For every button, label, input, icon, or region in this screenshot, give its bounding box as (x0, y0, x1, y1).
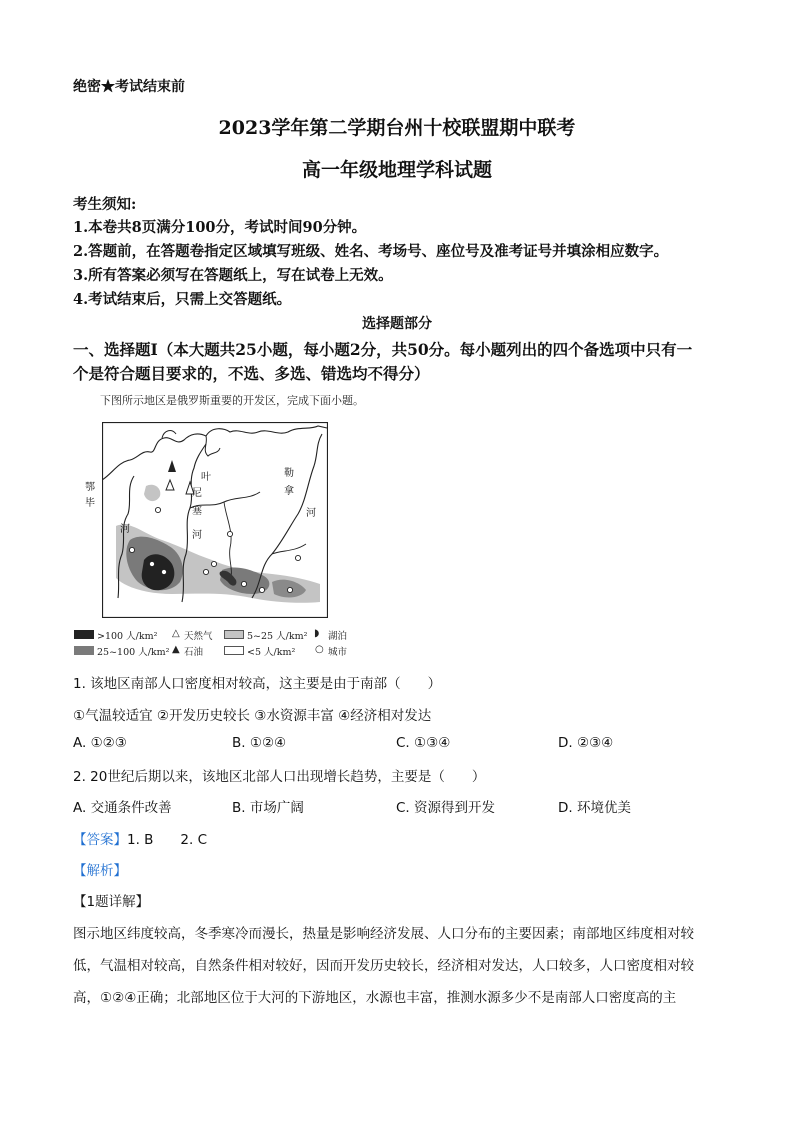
legend-sparse: <5 人/km² (247, 647, 296, 658)
legend-low-swatch (224, 630, 244, 639)
paper-subtitle: 高一年级地理学科试题 (301, 159, 492, 181)
analysis-label: 【解析】 (73, 863, 127, 879)
answer-label: 【答案】 (73, 832, 127, 848)
map-label-bi: 毕 (85, 498, 95, 509)
question-1-statements: ①气温较适宜 ②开发历史较长 ③水资源丰富 ④经济相对发达 (73, 708, 432, 724)
part-instructions: 一、选择题Ⅰ（本大题共25小题，每小题2分，共50分。每小题列出的四个备选项中只有一 (73, 340, 693, 359)
legend-low: 5~25 人/km² (247, 631, 308, 642)
answer-text: 1. B 2. C (127, 832, 208, 848)
question-1-stem: 1. 该地区南部人口密度相对较高，这主要是由于南部（ ） (73, 676, 442, 692)
notice-item: 1.本卷共8页满分100分，考试时间90分钟。 (73, 219, 367, 236)
question-2-option-c: C. 资源得到开发 (396, 800, 496, 816)
section-title: 选择题部分 (362, 316, 432, 332)
question-2-option-d: D. 环境优美 (558, 800, 631, 816)
map-label-sai: 塞 (192, 506, 202, 517)
oil-icon: ▲ (172, 644, 180, 655)
paper-title: 2023学年第二学期台州十校联盟期中联考 (218, 117, 576, 139)
map-label-he1: 河 (120, 524, 130, 535)
legend-medium-swatch (74, 646, 94, 655)
map-label-na: 拿 (284, 486, 294, 497)
analysis-paragraph-line: 低，气温相对较高，自然条件相对较好，因而开发历史较长，经济相对发达，人口较多，人口密度相对较 (73, 958, 694, 974)
legend-dense-swatch (74, 630, 94, 639)
question-2-option-a: A. 交通条件改善 (73, 800, 172, 816)
map-label-e: 鄂 (85, 482, 95, 493)
question-1-option-a: A. ①②③ (73, 735, 127, 751)
legend-dense: >100 人/km² (97, 631, 158, 642)
question-1-option-c: C. ①③④ (396, 735, 451, 751)
question-2-stem: 2. 20世纪后期以来，该地区北部人口出现增长趋势，主要是（ ） (73, 769, 486, 785)
map-label-he2: 河 (192, 530, 202, 541)
legend-sparse-swatch (224, 646, 244, 655)
part-instructions-cont: 个是符合题目要求的，不选、多选、错选均不得分） (73, 364, 430, 383)
lake-icon: ◗ (314, 628, 320, 639)
population-map (85, 422, 328, 618)
notice-item: 4.考试结束后，只需上交答题纸。 (73, 291, 292, 308)
legend-gas: 天然气 (184, 631, 213, 642)
notice-item: 2.答题前，在答题卷指定区域填写班级、姓名、考场号、座位号及准考证号并填涂相应数字。 (73, 243, 669, 260)
gas-icon: △ (172, 628, 180, 639)
analysis-paragraph-line: 高，①②④正确；北部地区位于大河的下游地区，水源也丰富，推测水源多少不是南部人口密度高的主 (73, 990, 677, 1006)
notice-heading: 考生须知: (73, 196, 137, 213)
legend-city: 城市 (328, 647, 348, 658)
legend-lake: 湖泊 (328, 631, 348, 642)
legend-oil: 石油 (184, 647, 204, 658)
notice-item: 3.所有答案必须写在答题纸上，写在试卷上无效。 (73, 267, 393, 284)
detail-label: 【1题详解】 (73, 894, 150, 910)
answer-line (73, 828, 207, 848)
map-label-le: 勒 (284, 468, 294, 479)
map-label-he3: 河 (306, 508, 316, 519)
secret-mark: 绝密★考试结束前 (73, 79, 185, 95)
map-label-ni: 尼 (192, 488, 202, 499)
analysis-paragraph-line: 图示地区纬度较高，冬季寒冷而漫长，热量是影响经济发展、人口分布的主要因素；南部地区纬度相对较 (73, 926, 694, 942)
question-2-option-b: B. 市场广阔 (232, 800, 304, 816)
legend-medium: 25~100 人/km² (97, 647, 170, 658)
question-1-option-d: D. ②③④ (558, 735, 614, 751)
map-intro: 下图所示地区是俄罗斯重要的开发区，完成下面小题。 (100, 394, 364, 407)
city-icon: ○ (315, 644, 324, 655)
map-label-ye: 叶 (201, 472, 211, 483)
question-1-option-b: B. ①②④ (232, 735, 287, 751)
map-legend (74, 628, 374, 662)
